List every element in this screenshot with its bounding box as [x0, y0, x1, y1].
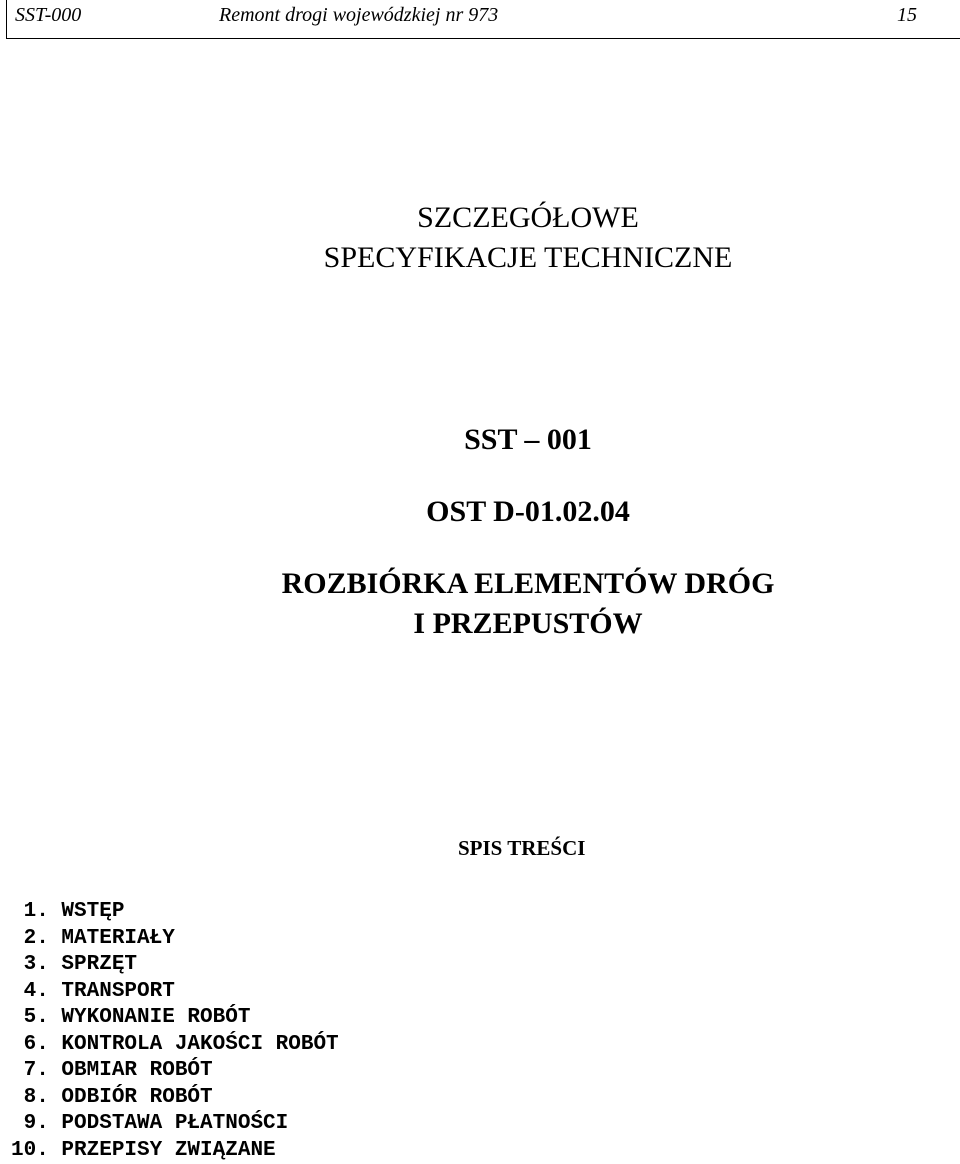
- toc-item: 7. OBMIAR ROBÓT: [11, 1059, 213, 1082]
- toc-item: 10. PRZEPISY ZWIĄZANE: [11, 1138, 276, 1162]
- work-title-line-2: I PRZEPUSTÓW: [413, 607, 643, 640]
- work-title-line-1: ROZBIÓRKA ELEMENTÓW DRÓG: [281, 567, 775, 600]
- specification-title-line-2: SPECYFIKACJE TECHNICZNE: [323, 241, 733, 274]
- toc-item: 6. KONTROLA JAKOŚCI ROBÓT: [11, 1032, 339, 1056]
- project-name: Remont drogi wojewódzkiej nr 973: [219, 4, 499, 26]
- toc-heading: SPIS TREŚCI: [458, 836, 586, 860]
- toc-item: 2. MATERIAŁY: [11, 926, 175, 950]
- sst-number: SST – 001: [464, 423, 592, 456]
- page-number: 15: [897, 4, 917, 26]
- toc-item: 1. WSTĘP: [11, 900, 125, 923]
- page-header: [6, 0, 960, 39]
- toc-item: 4. TRANSPORT: [11, 979, 175, 1003]
- document-code: SST-000: [15, 4, 82, 26]
- toc-item: 9. PODSTAWA PŁATNOŚCI: [11, 1112, 289, 1135]
- ost-number: OST D-01.02.04: [426, 495, 630, 528]
- toc-item: 5. WYKONANIE ROBÓT: [11, 1006, 251, 1029]
- toc-item: 3. SPRZĘT: [11, 953, 138, 976]
- specification-title: [48, 198, 960, 278]
- work-title: [48, 564, 960, 644]
- specification-title-line-1: SZCZEGÓŁOWE: [417, 201, 639, 234]
- table-of-contents: [11, 899, 339, 1164]
- toc-item: 8. ODBIÓR ROBÓT: [11, 1085, 213, 1109]
